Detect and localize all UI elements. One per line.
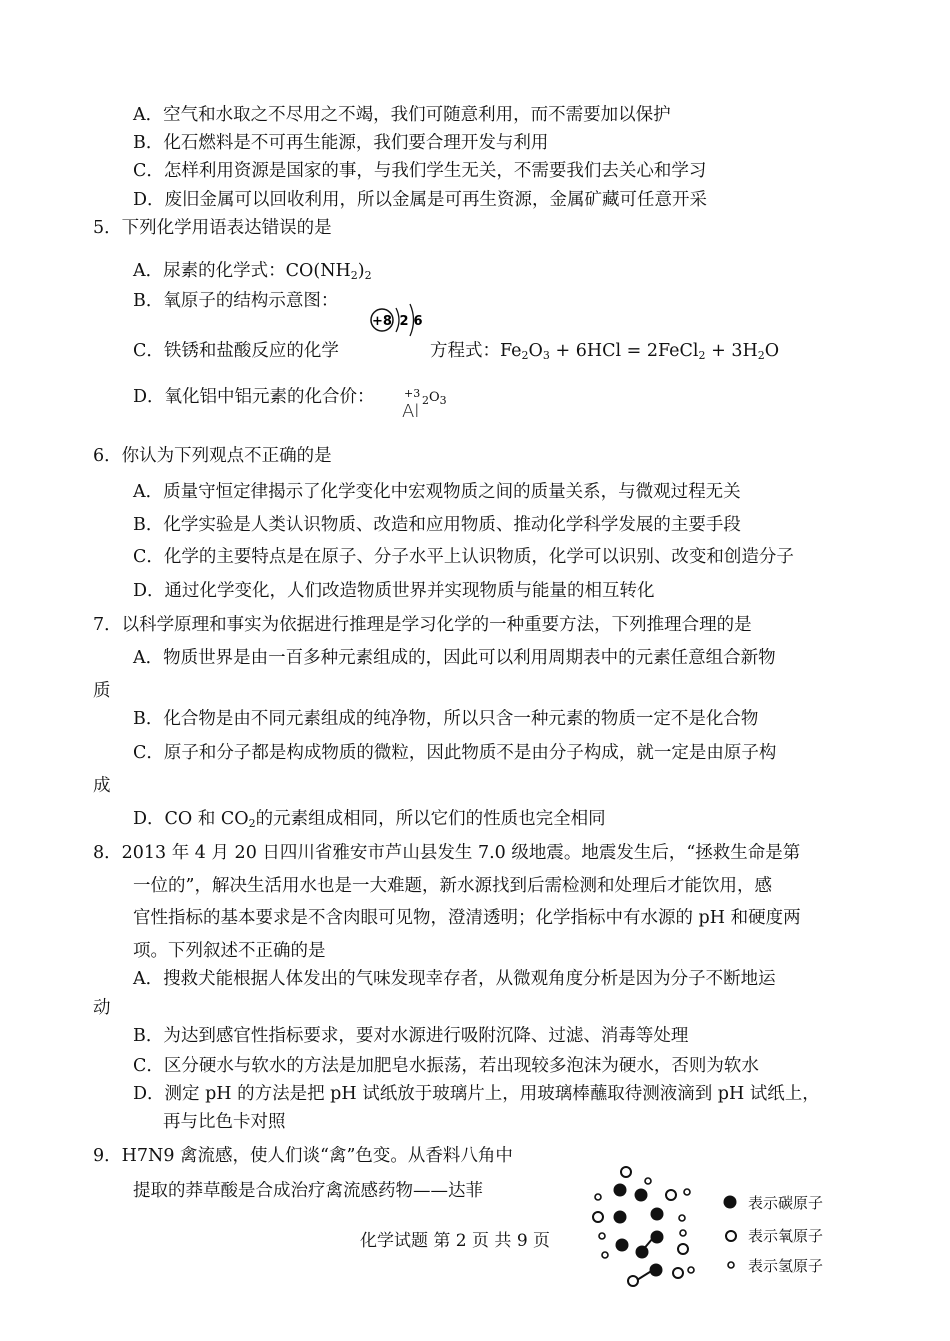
legend-oxygen-label: 表示氧原子 xyxy=(748,1227,824,1245)
q6-stem: 6．你认为下列观点不正确的是 xyxy=(93,446,332,466)
hydrogen-atom xyxy=(679,1215,685,1221)
q5-option-a: A．尿素的化学式：$CO(NH_2)_2$ xyxy=(133,261,372,282)
atom-shell-2-count: 6 xyxy=(413,314,423,329)
q5-option-c-equation: 方程式：$Fe_2O_3 + 6HCl$ = 2FeCl$_2$ + $3H_2O$ xyxy=(430,341,780,362)
q8-option-a-line2: 动 xyxy=(93,998,111,1018)
q6-option-c: C．化学的主要特点是在原子、分子水平上认识物质，化学可以识别、改变和创造分子 xyxy=(133,547,794,567)
q5-option-c: C．铁锈和盐酸反应的化学 xyxy=(133,341,339,361)
oxygen-atom xyxy=(621,1167,631,1177)
carbon-atom xyxy=(650,1264,663,1277)
q6-option-d: D．通过化学变化，人们改造物质世界并实现物质与能量的相互转化 xyxy=(133,581,655,601)
q7-option-c-line1: C．原子和分子都是构成物质的微粒，因此物质不是由分子构成，就一定是由原子构 xyxy=(133,743,777,763)
q8-stem-line1: 8．2013 年 4 月 20 日四川省雅安市芦山县发生 7.0 级地震。地震发生后，“拯救生命是第 xyxy=(93,843,801,863)
q7-option-a-line2: 质 xyxy=(93,681,111,701)
hydrogen-atom xyxy=(680,1230,686,1236)
q5-option-d: D．氧化铝中铝元素的化合价： xyxy=(133,387,375,407)
q7-stem: 7．以科学原理和事实为依据进行推理是学习化学的一种重要方法，下列推理合理的是 xyxy=(93,615,752,635)
q8-option-b: B．为达到感官性指标要求，要对水源进行吸附沉降、过滤、消毒等处理 xyxy=(133,1026,689,1046)
q9-stem-line1: 9．H7N9 禽流感，使人们谈“禽”色变。从香料八角中 xyxy=(93,1146,513,1166)
q4-option-d: D．废旧金属可以回收利用，所以金属是可再生资源，金属矿藏可任意开采 xyxy=(133,190,708,210)
page-footer: 化学试题 第 2 页 共 9 页 xyxy=(360,1231,551,1251)
legend-hydrogen-icon xyxy=(725,1259,737,1271)
hydrogen-atom xyxy=(602,1252,608,1258)
carbon-atom xyxy=(636,1246,649,1259)
valence-mark: +3 xyxy=(404,387,421,400)
carbon-atom xyxy=(651,1208,664,1221)
oxygen-atom-diagram xyxy=(366,296,426,346)
legend-carbon-icon xyxy=(722,1194,738,1210)
q7-option-a-line1: A．物质世界是由一百多种元素组成的，因此可以利用周期表中的元素任意组合新物 xyxy=(133,648,776,668)
q6-option-b: B．化学实验是人类认识物质、改造和应用物质、推动化学科学发展的主要手段 xyxy=(133,515,741,535)
atom-shell-1-count: 2 xyxy=(399,314,409,329)
q7-option-c-line2: 成 xyxy=(93,776,111,796)
q8-option-c: C．区分硬水与软水的方法是加肥皂水振荡，若出现较多泡沫为硬水，否则为软水 xyxy=(133,1056,759,1076)
carbon-atom xyxy=(651,1231,664,1244)
hydrogen-atom xyxy=(595,1194,601,1200)
shikimic-acid-molecule-model xyxy=(585,1160,705,1295)
q8-option-d-line1: D．测定 pH 的方法是把 pH 试纸放于玻璃片上，用玻璃棒蘸取待测液滴到 pH 试纸上， xyxy=(133,1084,820,1104)
carbon-atom xyxy=(635,1189,648,1202)
legend-hydrogen-label: 表示氢原子 xyxy=(748,1257,824,1275)
carbon-atom xyxy=(616,1239,629,1252)
q4-option-b: B．化石燃料是不可再生能源，我们要合理开发与利用 xyxy=(133,133,549,153)
q8-stem-line2: 一位的”，解决生活用水也是一大难题，新水源找到后需检测和处理后才能饮用，感 xyxy=(133,876,772,896)
legend-oxygen-icon xyxy=(723,1228,739,1244)
hydrogen-atom xyxy=(688,1267,694,1273)
o-part: $_2O_3$ xyxy=(422,390,447,407)
carbon-atom xyxy=(614,1211,627,1224)
q4-option-c: C．怎样利用资源是国家的事，与我们学生无关，不需要我们去关心和学习 xyxy=(133,161,707,181)
q7-option-b: B．化合物是由不同元素组成的纯净物，所以只含一种元素的物质一定不是化合物 xyxy=(133,709,759,729)
atom-nucleus-charge: +8 xyxy=(372,314,392,329)
q6-option-a: A．质量守恒定律揭示了化学变化中宏观物质之间的质量关系，与微观过程无关 xyxy=(133,482,741,502)
q9-stem-line2: 提取的莽草酸是合成治疗禽流感药物——达菲 xyxy=(133,1181,483,1201)
oxygen-atom xyxy=(666,1190,676,1200)
legend-carbon-label: 表示碳原子 xyxy=(748,1194,824,1212)
q8-stem-line4: 项。下列叙述不正确的是 xyxy=(133,941,326,961)
hydrogen-atom xyxy=(599,1233,605,1239)
oxygen-atom xyxy=(593,1212,603,1222)
q7-option-d: D．CO 和 $CO_2$的元素组成相同，所以它们的性质也完全相同 xyxy=(133,809,606,830)
q5-stem: 5．下列化学用语表达错误的是 xyxy=(93,218,332,238)
hydrogen-atom xyxy=(684,1189,690,1195)
q8-option-a-line1: A．搜救犬能根据人体发出的气味发现幸存者，从微观角度分析是因为分子不断地运 xyxy=(133,969,776,989)
q4-option-a: A．空气和水取之不尽用之不竭，我们可随意利用，而不需要加以保护 xyxy=(133,105,671,125)
al-symbol: Al xyxy=(402,401,420,422)
q8-stem-line3: 官性指标的基本要求是不含肉眼可见物，澄清透明；化学指标中有水源的 pH 和硬度两 xyxy=(133,908,801,928)
hydrogen-atom xyxy=(645,1178,651,1184)
q5-option-b: B．氧原子的结构示意图： xyxy=(133,291,339,311)
oxygen-atom xyxy=(628,1276,638,1286)
q8-option-d-line2: 再与比色卡对照 xyxy=(163,1112,286,1132)
carbon-atom xyxy=(614,1184,627,1197)
oxygen-atom xyxy=(673,1268,683,1278)
oxygen-atom xyxy=(678,1244,688,1254)
